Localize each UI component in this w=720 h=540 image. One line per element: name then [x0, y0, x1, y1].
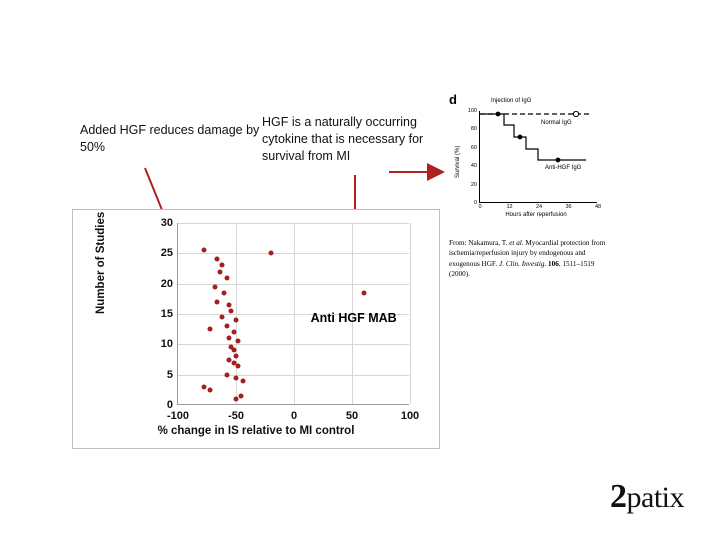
caption-pages: , 1511–1519 (2000).	[449, 259, 595, 279]
scatter-point	[215, 299, 220, 304]
scatter-x-axis-label: % change in IS relative to MI control	[157, 425, 355, 437]
y-axis-tick: 15	[160, 308, 173, 320]
inset-y-axis-tick: 40	[470, 163, 477, 170]
scatter-point	[208, 387, 213, 392]
caption-etal: et al.	[509, 239, 524, 247]
y-axis-tick: 20	[160, 277, 173, 290]
scatter-point	[234, 375, 239, 380]
y-axis-tick: 25	[160, 247, 173, 260]
inset-x-axis-tick: 0	[478, 204, 482, 210]
scatter-point	[208, 327, 213, 332]
scatter-point	[231, 330, 236, 335]
inset-y-axis-tick: 20	[470, 181, 477, 188]
logo-text: patix	[626, 481, 684, 514]
scatter-point	[234, 354, 239, 359]
scatter-highlight-label: Anti HGF MAB	[310, 310, 397, 325]
inset-top-label: Injection of IgG	[491, 98, 532, 104]
x-axis-tick: 50	[345, 410, 359, 422]
caption-prefix: From: Nakamura, T.	[449, 239, 510, 247]
gridline-vertical	[294, 223, 295, 404]
x-axis-tick: -50	[228, 410, 244, 422]
inset-x-axis-tick: 36	[565, 204, 572, 210]
caption-journal: J. Clin. Investig.	[498, 259, 547, 268]
logo-mark: 2	[610, 478, 627, 515]
caption-volume: 106	[546, 259, 559, 268]
brand-logo	[610, 478, 684, 516]
y-axis-tick: 0	[166, 399, 173, 411]
scatter-point	[240, 378, 245, 383]
inset-curve-label-anti: Anti-HGF IgG	[545, 165, 582, 171]
inset-x-axis-tick: 48	[594, 204, 602, 210]
scatter-y-axis-label: Number of Studies	[95, 211, 107, 314]
inset-curve-label-normal: Normal IgG	[541, 120, 572, 126]
scatter-point	[201, 384, 206, 389]
caption-body: Myocardial protection from ischemia/reperfusion injury by endogenous and exogenous HGF.	[449, 239, 606, 268]
scatter-point	[220, 315, 225, 320]
scatter-point	[224, 324, 229, 329]
inset-curves	[480, 111, 598, 203]
annotation-middle-note: HGF is a naturally occurring cytokine that is necessary for survival from MI	[262, 115, 424, 163]
scatter-point	[236, 363, 241, 368]
scatter-point	[227, 302, 232, 307]
scatter-point	[224, 275, 229, 280]
y-axis-tick: 5	[166, 368, 173, 381]
inset-panel-letter: d	[449, 92, 457, 107]
scatter-point	[217, 269, 222, 274]
inset-y-axis-label: Survival (%)	[455, 145, 461, 178]
scatter-point	[236, 339, 241, 344]
inset-y-axis-tick: 80	[470, 126, 477, 133]
inset-plot-area	[467, 108, 602, 210]
scatter-point	[361, 290, 366, 295]
inset-y-axis-tick: 0	[473, 200, 477, 206]
inset-y-axis-tick: 60	[470, 144, 477, 151]
scatter-point	[201, 248, 206, 253]
inset-x-axis-tick: 24	[535, 204, 543, 210]
annotation-left-note: Added HGF reduces damage by 50%	[80, 123, 260, 154]
scatter-point	[213, 284, 218, 289]
scatter-point	[229, 308, 234, 313]
inset-x-axis-tick: 12	[506, 204, 513, 210]
scatter-point	[238, 393, 243, 398]
gridline-vertical	[410, 223, 411, 404]
scatter-point	[222, 290, 227, 295]
scatter-point	[227, 336, 232, 341]
scatter-point	[268, 251, 273, 256]
inset-y-axis-tick: 100	[467, 108, 477, 114]
scatter-point	[231, 348, 236, 353]
y-axis-tick: 30	[160, 217, 173, 229]
inset-survival-figure	[449, 92, 609, 230]
x-axis-tick: -100	[166, 410, 190, 422]
scatter-chart-panel	[72, 209, 440, 449]
scatter-point	[220, 263, 225, 268]
scatter-point	[234, 396, 239, 401]
inset-x-axis-label: Hours after reperfusion	[505, 212, 567, 218]
scatter-point	[215, 257, 220, 262]
scatter-point	[224, 372, 229, 377]
x-axis-tick: 0	[290, 410, 298, 422]
scatter-point	[234, 318, 239, 323]
x-axis-tick: 100	[400, 410, 420, 422]
figure-caption	[449, 238, 615, 280]
y-axis-tick: 10	[160, 338, 173, 351]
